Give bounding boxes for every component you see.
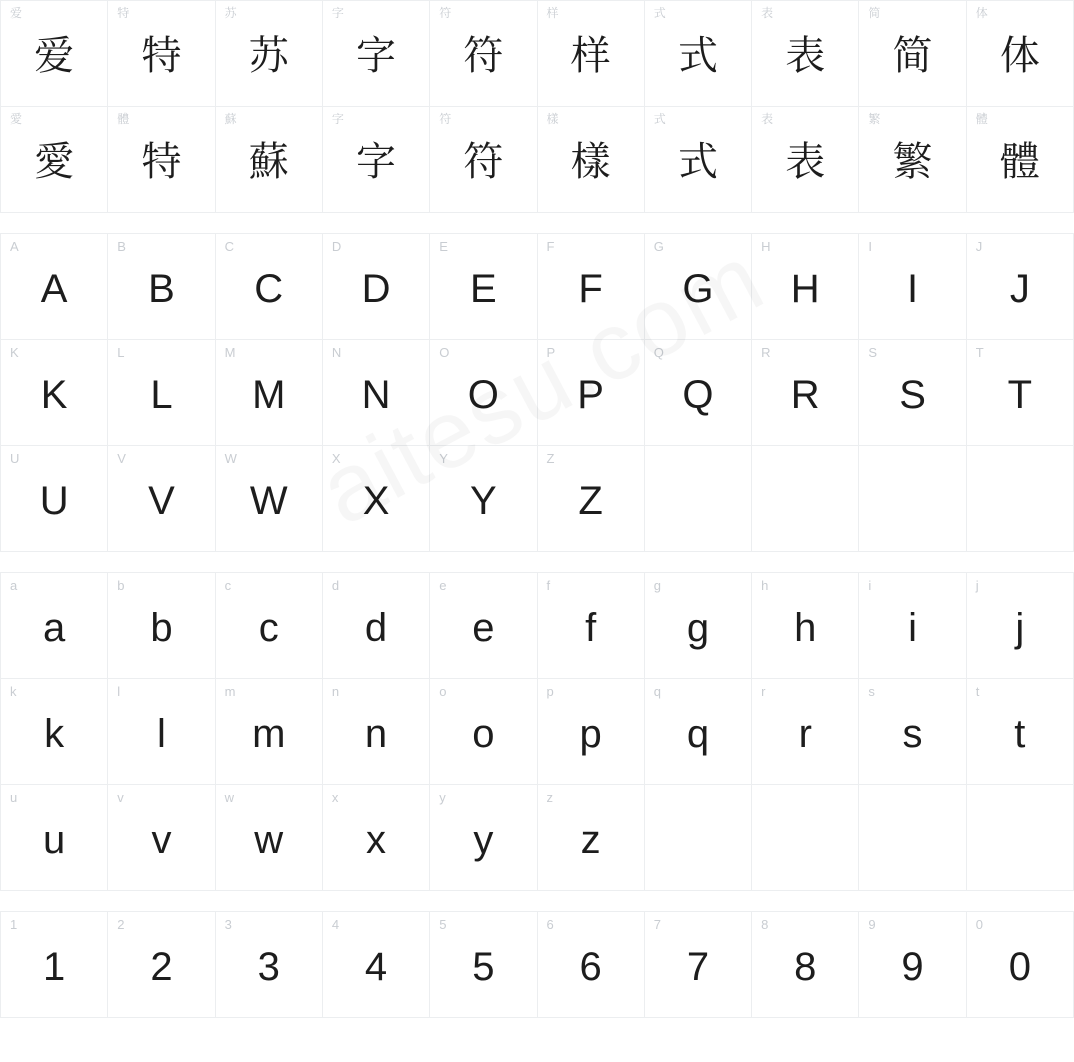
glyph-character: 符 (463, 32, 504, 79)
glyph-cell[interactable] (1, 679, 108, 785)
glyph-character: 1 (43, 944, 66, 989)
glyph-cell[interactable] (216, 107, 323, 213)
glyph-cell[interactable] (430, 912, 537, 1018)
glyph-cell[interactable] (323, 1, 430, 107)
glyph-cell[interactable] (430, 107, 537, 213)
glyph-cell[interactable] (752, 340, 859, 446)
glyph-tag: H (761, 239, 771, 254)
glyph-tag: 樣 (546, 112, 559, 126)
glyph-tag: F (546, 239, 555, 254)
glyph-character: 0 (1008, 944, 1031, 989)
glyph-character: 式 (677, 32, 718, 79)
glyph-character: G (682, 266, 714, 311)
glyph-character: t (1014, 711, 1026, 756)
glyph-character: M (252, 372, 286, 417)
glyph-cell[interactable] (108, 340, 215, 446)
glyph-character: O (467, 372, 499, 417)
glyph-tag: Y (439, 451, 448, 466)
glyph-cell[interactable] (323, 340, 430, 446)
glyph-character: w (254, 817, 284, 862)
glyph-character: 7 (686, 944, 710, 989)
glyph-cell[interactable] (430, 340, 537, 446)
glyph-cell[interactable] (859, 340, 966, 446)
glyph-tag: 样 (546, 6, 559, 20)
glyph-character: 4 (364, 944, 388, 989)
glyph-tag: Z (546, 451, 555, 466)
glyph-tag: b (117, 578, 125, 593)
glyph-character: 3 (257, 944, 280, 989)
glyph-character: S (899, 372, 926, 417)
glyph-tag: E (439, 239, 448, 254)
glyph-tag: R (761, 345, 771, 360)
glyph-cell[interactable] (216, 340, 323, 446)
glyph-character: s (902, 711, 923, 756)
empty-cell (645, 785, 752, 891)
glyph-cell[interactable] (859, 234, 966, 340)
glyph-tag: l (117, 684, 121, 699)
glyph-character: W (249, 478, 288, 523)
glyph-tag: m (224, 684, 236, 699)
glyph-character: z (580, 817, 601, 862)
glyph-tag: 体 (975, 6, 988, 20)
glyph-character: X (362, 478, 390, 523)
glyph-tag: N (331, 345, 342, 360)
glyph-character: p (579, 711, 602, 756)
glyph-tag: S (868, 345, 878, 360)
glyph-character: F (578, 266, 603, 311)
glyph-tag: G (653, 239, 664, 254)
glyph-tag: 愛 (10, 112, 23, 126)
glyph-tag: L (117, 345, 125, 360)
glyph-cell[interactable] (967, 107, 1074, 213)
glyph-character: 特 (141, 138, 182, 185)
glyph-tag: 繁 (868, 112, 881, 126)
cjk-sample-block (0, 0, 1074, 213)
glyph-character: y (473, 817, 494, 862)
glyph-cell[interactable] (108, 573, 215, 679)
glyph-character: o (472, 711, 495, 756)
glyph-character: 表 (785, 138, 826, 185)
glyph-tag: 字 (331, 6, 344, 20)
glyph-tag: 5 (439, 917, 447, 932)
glyph-cell[interactable] (1, 1, 108, 107)
glyph-character: 样 (570, 32, 611, 79)
glyph-character: Y (470, 478, 497, 523)
glyph-cell[interactable] (859, 1, 966, 107)
glyph-tag: v (117, 790, 124, 805)
glyph-character: A (40, 266, 68, 311)
glyph-tag: 符 (439, 6, 452, 20)
glyph-tag: A (10, 239, 19, 254)
glyph-cell[interactable] (323, 912, 430, 1018)
glyph-cell[interactable] (538, 573, 645, 679)
glyph-character: 字 (356, 138, 397, 185)
glyph-tag: 9 (868, 917, 876, 932)
glyph-cell[interactable] (430, 785, 537, 891)
glyph-character: g (686, 605, 710, 650)
glyph-character: l (157, 711, 166, 756)
glyph-character: C (254, 266, 284, 311)
glyph-tag: Q (653, 345, 664, 360)
empty-cell (967, 785, 1074, 891)
glyph-cell[interactable] (967, 912, 1074, 1018)
glyph-cell[interactable] (216, 234, 323, 340)
glyph-tag: t (975, 684, 980, 699)
glyph-cell[interactable] (538, 446, 645, 552)
glyph-tag: 1 (10, 917, 18, 932)
glyph-tag: I (868, 239, 873, 254)
glyph-cell[interactable] (538, 785, 645, 891)
glyph-cell[interactable] (538, 107, 645, 213)
glyph-character: 蘇 (248, 138, 289, 185)
glyph-tag: q (653, 684, 662, 699)
glyph-tag: n (331, 684, 340, 699)
glyph-character: I (906, 266, 919, 311)
glyph-cell[interactable] (1, 340, 108, 446)
glyph-cell[interactable] (752, 107, 859, 213)
glyph-tag: j (975, 578, 979, 593)
glyph-cell[interactable] (645, 340, 752, 446)
glyph-cell[interactable] (859, 679, 966, 785)
glyph-cell[interactable] (216, 446, 323, 552)
uppercase-block (0, 233, 1074, 552)
glyph-character: m (252, 711, 286, 756)
glyph-character: E (470, 266, 497, 311)
glyph-tag: g (653, 578, 662, 593)
glyph-tag: d (331, 578, 340, 593)
empty-cell (752, 446, 859, 552)
glyph-tag: T (975, 345, 984, 360)
glyph-cell[interactable] (323, 573, 430, 679)
glyph-tag: 2 (117, 917, 125, 932)
glyph-character: 爱 (34, 32, 75, 79)
glyph-tag: 4 (331, 917, 340, 932)
glyph-character: j (1015, 605, 1025, 650)
glyph-character: 体 (999, 32, 1040, 79)
glyph-cell[interactable] (538, 234, 645, 340)
glyph-cell[interactable] (538, 1, 645, 107)
glyph-character: 特 (141, 32, 182, 79)
glyph-character: U (39, 478, 69, 523)
glyph-tag: B (117, 239, 126, 254)
glyph-character: a (43, 605, 66, 650)
glyph-cell[interactable] (538, 912, 645, 1018)
glyph-tag: D (331, 239, 342, 254)
glyph-character: H (790, 266, 820, 311)
glyph-tag: r (761, 684, 766, 699)
glyph-character: 5 (472, 944, 495, 989)
glyph-character: 式 (677, 138, 718, 185)
glyph-tag: 符 (439, 112, 452, 126)
glyph-cell[interactable] (216, 679, 323, 785)
lowercase-block (0, 572, 1074, 891)
glyph-cell[interactable] (430, 1, 537, 107)
glyph-cell[interactable] (538, 340, 645, 446)
glyph-character: 字 (356, 32, 397, 79)
empty-cell (967, 446, 1074, 552)
glyph-tag: f (546, 578, 551, 593)
glyph-cell[interactable] (108, 912, 215, 1018)
glyph-character: Z (578, 478, 603, 523)
glyph-cell[interactable] (323, 234, 430, 340)
glyph-character: c (258, 605, 279, 650)
glyph-cell[interactable] (1, 573, 108, 679)
glyph-cell[interactable] (645, 1, 752, 107)
glyph-character: f (585, 605, 597, 650)
glyph-tag: 表 (761, 112, 774, 126)
glyph-character: b (150, 605, 173, 650)
glyph-character: N (361, 372, 391, 417)
glyph-character: J (1009, 266, 1030, 311)
glyph-character: 體 (999, 138, 1040, 185)
glyph-cell[interactable] (538, 679, 645, 785)
glyph-character: B (148, 266, 175, 311)
glyph-tag: 8 (761, 917, 769, 932)
glyph-cell[interactable] (216, 785, 323, 891)
glyph-cell[interactable] (645, 912, 752, 1018)
glyph-cell[interactable] (859, 573, 966, 679)
glyph-cell[interactable] (108, 446, 215, 552)
glyph-tag: 式 (653, 6, 666, 20)
glyph-character: d (364, 605, 388, 650)
glyph-cell[interactable] (323, 107, 430, 213)
block-separator (0, 891, 1074, 911)
glyph-cell[interactable] (967, 1, 1074, 107)
glyph-tag: C (224, 239, 234, 254)
glyph-cell[interactable] (859, 107, 966, 213)
glyph-cell[interactable] (859, 912, 966, 1018)
digits-block (0, 911, 1074, 1018)
empty-cell (645, 446, 752, 552)
glyph-cell[interactable] (216, 573, 323, 679)
glyph-cell[interactable] (430, 573, 537, 679)
glyph-cell[interactable] (752, 679, 859, 785)
glyph-cell[interactable] (430, 679, 537, 785)
glyph-character: r (798, 711, 812, 756)
glyph-cell[interactable] (216, 1, 323, 107)
glyph-character: 8 (794, 944, 817, 989)
glyph-cell[interactable] (323, 446, 430, 552)
glyph-character: D (361, 266, 391, 311)
glyph-character: L (150, 372, 173, 417)
glyph-cell[interactable] (967, 340, 1074, 446)
glyph-tag: h (761, 578, 769, 593)
glyph-tag: k (10, 684, 17, 699)
glyph-tag: M (224, 345, 236, 360)
empty-cell (859, 446, 966, 552)
glyph-character: 6 (579, 944, 602, 989)
glyph-tag: 6 (546, 917, 554, 932)
glyph-cell[interactable] (1, 446, 108, 552)
glyph-tag: 简 (868, 6, 881, 20)
glyph-cell[interactable] (430, 446, 537, 552)
glyph-tag: y (439, 790, 446, 805)
glyph-character: 樣 (570, 138, 611, 185)
glyph-character: R (790, 372, 820, 417)
glyph-tag: X (331, 451, 341, 466)
glyph-tag: W (224, 451, 237, 466)
empty-cell (859, 785, 966, 891)
glyph-tag: V (117, 451, 126, 466)
glyph-tag: 蘇 (224, 112, 237, 126)
glyph-cell[interactable] (108, 679, 215, 785)
glyph-cell[interactable] (645, 573, 752, 679)
glyph-character: i (908, 605, 917, 650)
glyph-cell[interactable] (752, 1, 859, 107)
glyph-cell[interactable] (1, 785, 108, 891)
glyph-cell[interactable] (752, 912, 859, 1018)
empty-cell (752, 785, 859, 891)
block-separator (0, 552, 1074, 572)
glyph-cell[interactable] (967, 234, 1074, 340)
glyph-tag: 3 (224, 917, 232, 932)
glyph-character: 苏 (248, 32, 289, 79)
glyph-character: Q (682, 372, 714, 417)
glyph-cell[interactable] (108, 234, 215, 340)
glyph-tag: 體 (975, 112, 988, 126)
glyph-cell[interactable] (1, 912, 108, 1018)
glyph-tag: 爱 (10, 6, 23, 20)
glyph-tag: P (546, 345, 556, 360)
glyph-cell[interactable] (216, 912, 323, 1018)
glyph-character: 9 (901, 944, 924, 989)
glyph-character: 表 (785, 32, 826, 79)
glyph-character: e (472, 605, 495, 650)
glyph-cell[interactable] (645, 107, 752, 213)
glyph-character: x (366, 817, 387, 862)
glyph-tag: a (10, 578, 18, 593)
glyph-tag: 特 (117, 6, 130, 20)
glyph-character: h (794, 605, 817, 650)
glyph-tag: K (10, 345, 19, 360)
block-separator (0, 213, 1074, 233)
glyph-tag: z (546, 790, 553, 805)
glyph-cell[interactable] (752, 234, 859, 340)
glyph-cell[interactable] (108, 107, 215, 213)
glyph-tag: x (331, 790, 339, 805)
glyph-character: q (686, 711, 710, 756)
glyph-character: T (1007, 372, 1033, 417)
glyph-character: 简 (892, 32, 933, 79)
glyph-tag: e (439, 578, 447, 593)
glyph-cell[interactable] (1, 107, 108, 213)
glyph-tag: 7 (653, 917, 662, 932)
glyph-cell[interactable] (752, 573, 859, 679)
glyph-character: u (43, 817, 66, 862)
glyph-tag: 0 (975, 917, 983, 932)
glyph-tag: J (975, 239, 983, 254)
glyph-tag: 體 (117, 112, 130, 126)
glyph-tag: i (868, 578, 872, 593)
glyph-cell[interactable] (1, 234, 108, 340)
glyph-character: n (364, 711, 388, 756)
glyph-character: v (151, 817, 172, 862)
glyph-character: 符 (463, 138, 504, 185)
glyph-character: 2 (150, 944, 173, 989)
glyph-tag: U (10, 451, 20, 466)
glyph-tag: 表 (761, 6, 774, 20)
glyph-character: P (577, 372, 604, 417)
glyph-cell[interactable] (967, 573, 1074, 679)
glyph-character: V (148, 478, 175, 523)
glyph-character: k (44, 711, 65, 756)
glyph-tag: 字 (331, 112, 344, 126)
glyph-cell[interactable] (645, 234, 752, 340)
glyph-tag: w (224, 790, 234, 805)
glyph-tag: 式 (653, 112, 666, 126)
glyph-character: 繁 (892, 138, 933, 185)
glyph-cell[interactable] (323, 785, 430, 891)
glyph-character: K (40, 372, 68, 417)
glyph-cell[interactable] (967, 679, 1074, 785)
glyph-tag: p (546, 684, 554, 699)
glyph-tag: o (439, 684, 447, 699)
glyph-cell[interactable] (323, 679, 430, 785)
glyph-character: 愛 (34, 138, 75, 185)
glyph-cell[interactable] (108, 1, 215, 107)
glyph-tag: u (10, 790, 18, 805)
glyph-tag: s (868, 684, 875, 699)
glyph-cell[interactable] (430, 234, 537, 340)
glyph-cell[interactable] (645, 679, 752, 785)
glyph-tag: 苏 (224, 6, 237, 20)
glyph-cell[interactable] (108, 785, 215, 891)
glyph-tag: O (439, 345, 450, 360)
glyph-tag: c (224, 578, 232, 593)
